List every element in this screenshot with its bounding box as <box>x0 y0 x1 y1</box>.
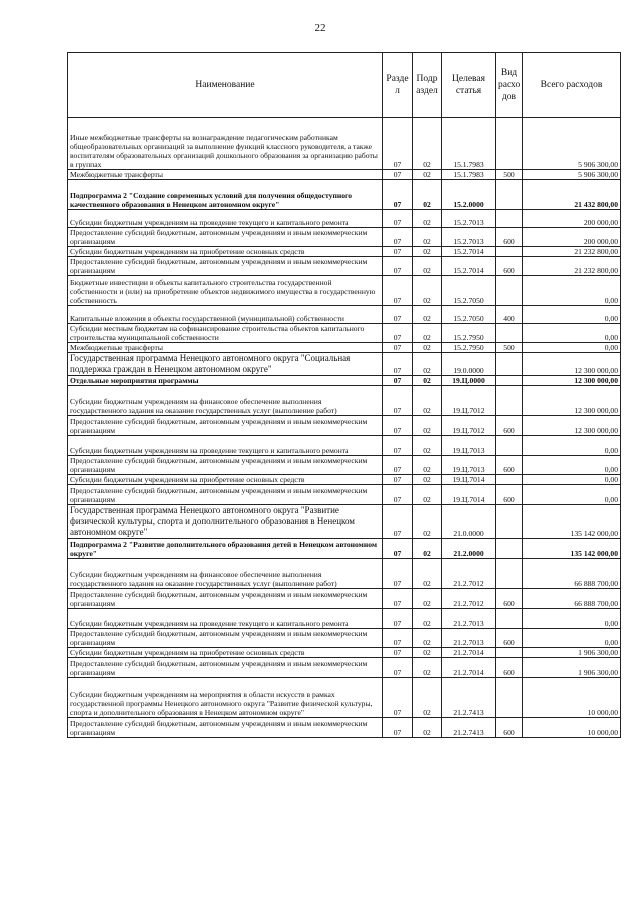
row-expense-type-cell: 600 <box>496 589 523 609</box>
row-target-article-cell: 15.2.7013 <box>442 228 496 247</box>
header-name: Наименование <box>68 53 383 118</box>
row-subsection-cell: 02 <box>413 170 442 180</box>
row-section-cell: 07 <box>383 247 413 257</box>
table-row <box>68 306 621 324</box>
row-name-cell: Субсидии бюджетным учреждениям на проведение текущего и капитального ремонта <box>68 210 383 228</box>
row-section-cell: 07 <box>383 436 413 456</box>
table-row <box>68 353 621 376</box>
table-row <box>68 416 621 436</box>
row-target-article-cell: 19.Ц.7014 <box>442 485 496 505</box>
row-name-cell: Подпрограмма 2 "Создание современных условий для получения общедоступного качественного образования в Ненецком автономном округе" <box>68 180 383 210</box>
row-section-cell: 07 <box>383 170 413 180</box>
row-expense-type-cell: 600 <box>496 228 523 247</box>
table-row <box>68 170 621 180</box>
row-name-cell: Капитальные вложения в объекты государственной (муниципальной) собственности <box>68 306 383 324</box>
row-section-cell: 07 <box>383 210 413 228</box>
row-section-cell: 07 <box>383 416 413 436</box>
table-row <box>68 228 621 247</box>
row-expense-type-cell <box>496 559 523 589</box>
row-subsection-cell: 02 <box>413 436 442 456</box>
row-subsection-cell: 02 <box>413 324 442 343</box>
row-target-article-cell: 19.Ц.7013 <box>442 436 496 456</box>
row-name-cell: Предоставление субсидий бюджетным, автономным учреждениям и иным некоммерческим организациям <box>68 589 383 609</box>
row-amount-cell: 0,00 <box>523 609 621 629</box>
row-section-cell: 07 <box>383 306 413 324</box>
row-amount-cell: 10 000,00 <box>523 718 621 738</box>
row-expense-type-cell <box>496 324 523 343</box>
row-target-article-cell: 15.2.7950 <box>442 343 496 353</box>
table-row <box>68 386 621 416</box>
row-subsection-cell: 02 <box>413 386 442 416</box>
row-target-article-cell: 15.2.7013 <box>442 210 496 228</box>
table-row <box>68 257 621 276</box>
row-section-cell: 07 <box>383 505 413 539</box>
row-name-cell: Предоставление субсидий бюджетным, автономным учреждениям и иным некоммерческим организациям <box>68 485 383 505</box>
row-subsection-cell: 02 <box>413 118 442 170</box>
row-amount-cell: 200 000,00 <box>523 228 621 247</box>
table-row <box>68 559 621 589</box>
row-target-article-cell: 19.Ц.7014 <box>442 475 496 485</box>
row-expense-type-cell <box>496 353 523 376</box>
table-row <box>68 505 621 539</box>
table-row <box>68 475 621 485</box>
row-target-article-cell: 15.2.0000 <box>442 180 496 210</box>
row-section-cell: 07 <box>383 228 413 247</box>
table-body <box>68 118 621 738</box>
table-row <box>68 210 621 228</box>
row-amount-cell: 135 142 000,00 <box>523 539 621 559</box>
header-subsection: Подр аздел <box>413 53 442 118</box>
row-target-article-cell: 15.2.7950 <box>442 324 496 343</box>
row-expense-type-cell: 600 <box>496 658 523 678</box>
row-name-cell: Предоставление субсидий бюджетным, автономным учреждениям и иным некоммерческим организациям <box>68 257 383 276</box>
row-target-article-cell: 15.1.7983 <box>442 118 496 170</box>
row-target-article-cell: 15.2.7014 <box>442 257 496 276</box>
row-amount-cell: 0,00 <box>523 629 621 648</box>
row-amount-cell: 0,00 <box>523 324 621 343</box>
row-expense-type-cell: 500 <box>496 343 523 353</box>
row-name-cell: Государственная программа Ненецкого автономного округа "Развитие физической культуры, спорта и дополнительного образования в Ненецком автономном округе" <box>68 505 383 539</box>
table-row <box>68 658 621 678</box>
row-section-cell: 07 <box>383 678 413 718</box>
row-amount-cell: 0,00 <box>523 276 621 306</box>
row-section-cell: 07 <box>383 180 413 210</box>
row-expense-type-cell <box>496 118 523 170</box>
row-amount-cell: 0,00 <box>523 456 621 475</box>
row-section-cell: 07 <box>383 539 413 559</box>
row-amount-cell: 5 906 300,00 <box>523 170 621 180</box>
row-amount-cell: 5 906 300,00 <box>523 118 621 170</box>
row-name-cell: Субсидии бюджетным учреждениям на мероприятия в области искусств в рамках государственной программы Ненецкого автономного округа "Развитие физической культуры, спорта и дополнительного образования в Ненецком автономном округе" <box>68 678 383 718</box>
row-subsection-cell: 02 <box>413 718 442 738</box>
row-amount-cell: 1 906 300,00 <box>523 658 621 678</box>
table-row <box>68 629 621 648</box>
row-target-article-cell: 15.2.7014 <box>442 247 496 257</box>
row-name-cell: Субсидии бюджетным учреждениям на проведение текущего и капитального ремонта <box>68 436 383 456</box>
row-section-cell: 07 <box>383 559 413 589</box>
row-name-cell: Иные межбюджетные трансферты на вознаграждение педагогическим работникам общеобразовательных организаций за выполнение функций классного руководителя, а также воспитателям образовательных организаций дошкольного образования за организацию работы в группах <box>68 118 383 170</box>
row-subsection-cell: 02 <box>413 180 442 210</box>
row-amount-cell: 0,00 <box>523 306 621 324</box>
row-expense-type-cell: 500 <box>496 170 523 180</box>
row-section-cell: 07 <box>383 118 413 170</box>
row-expense-type-cell <box>496 475 523 485</box>
row-target-article-cell: 21.2.7012 <box>442 559 496 589</box>
row-name-cell: Предоставление субсидий бюджетным, автономным учреждениям и иным некоммерческим организациям <box>68 416 383 436</box>
row-name-cell: Межбюджетные трансферты <box>68 170 383 180</box>
row-name-cell: Субсидии бюджетным учреждениям на финансовое обеспечение выполнения государственного задания на оказание государственных услуг (выполнение работ) <box>68 559 383 589</box>
row-name-cell: Субсидии бюджетным учреждениям на проведение текущего и капитального ремонта <box>68 609 383 629</box>
table-row <box>68 376 621 386</box>
row-target-article-cell: 15.1.7983 <box>442 170 496 180</box>
row-name-cell: Субсидии бюджетным учреждениям на финансовое обеспечение выполнения государственного задания на оказание государственных услуг (выполнение работ) <box>68 386 383 416</box>
row-section-cell: 07 <box>383 609 413 629</box>
row-amount-cell: 0,00 <box>523 436 621 456</box>
row-subsection-cell: 02 <box>413 629 442 648</box>
row-subsection-cell: 02 <box>413 257 442 276</box>
row-expense-type-cell <box>496 276 523 306</box>
row-target-article-cell: 21.2.7413 <box>442 718 496 738</box>
table-row <box>68 343 621 353</box>
row-subsection-cell: 02 <box>413 609 442 629</box>
table-row <box>68 324 621 343</box>
table-row <box>68 678 621 718</box>
header-section: Разде л <box>383 53 413 118</box>
row-expense-type-cell <box>496 376 523 386</box>
row-name-cell: Субсидии бюджетным учреждениям на приобретение основных средств <box>68 247 383 257</box>
row-section-cell: 07 <box>383 658 413 678</box>
table-row <box>68 609 621 629</box>
row-amount-cell: 10 000,00 <box>523 678 621 718</box>
row-subsection-cell: 02 <box>413 475 442 485</box>
row-amount-cell: 21 432 800,00 <box>523 180 621 210</box>
row-section-cell: 07 <box>383 343 413 353</box>
row-section-cell: 07 <box>383 276 413 306</box>
row-amount-cell: 200 000,00 <box>523 210 621 228</box>
table-header-row <box>68 53 621 118</box>
row-subsection-cell: 02 <box>413 485 442 505</box>
row-name-cell: Предоставление субсидий бюджетным, автономным учреждениям и иным некоммерческим организациям <box>68 629 383 648</box>
budget-table <box>67 52 621 738</box>
table-row <box>68 276 621 306</box>
row-amount-cell: 135 142 000,00 <box>523 505 621 539</box>
row-name-cell: Подпрограмма 2 "Развитие дополнительного образования детей в Ненецком автономном округе" <box>68 539 383 559</box>
row-name-cell: Субсидии местным бюджетам на софинансирование строительства объектов капитального строительства муниципальной собственности <box>68 324 383 343</box>
row-section-cell: 07 <box>383 353 413 376</box>
row-expense-type-cell <box>496 609 523 629</box>
row-name-cell: Субсидии бюджетным учреждениям на приобретение основных средств <box>68 475 383 485</box>
row-expense-type-cell: 400 <box>496 306 523 324</box>
page-number: 22 <box>314 22 326 34</box>
row-amount-cell: 12 300 000,00 <box>523 386 621 416</box>
row-amount-cell: 12 300 000,00 <box>523 416 621 436</box>
row-subsection-cell: 02 <box>413 276 442 306</box>
row-name-cell: Бюджетные инвестиции в объекты капитального строительства государственной собственности и (или) на приобретение объектов недвижимого имущества в государственную собственность <box>68 276 383 306</box>
row-expense-type-cell: 600 <box>496 456 523 475</box>
row-target-article-cell: 15.2.7050 <box>442 276 496 306</box>
row-subsection-cell: 02 <box>413 648 442 658</box>
row-expense-type-cell: 600 <box>496 718 523 738</box>
table-row <box>68 436 621 456</box>
row-target-article-cell: 21.0.0000 <box>442 505 496 539</box>
row-section-cell: 07 <box>383 257 413 276</box>
row-expense-type-cell <box>496 648 523 658</box>
row-expense-type-cell: 600 <box>496 629 523 648</box>
row-subsection-cell: 02 <box>413 505 442 539</box>
row-amount-cell: 12 300 000,00 <box>523 376 621 386</box>
row-expense-type-cell <box>496 539 523 559</box>
row-expense-type-cell <box>496 210 523 228</box>
row-target-article-cell: 19.0.0000 <box>442 353 496 376</box>
row-section-cell: 07 <box>383 324 413 343</box>
table-row <box>68 456 621 475</box>
table-row <box>68 539 621 559</box>
row-amount-cell: 66 888 700,00 <box>523 589 621 609</box>
row-section-cell: 07 <box>383 475 413 485</box>
row-expense-type-cell <box>496 505 523 539</box>
row-target-article-cell: 15.2.7050 <box>442 306 496 324</box>
row-subsection-cell: 02 <box>413 247 442 257</box>
row-amount-cell: 12 300 000,00 <box>523 353 621 376</box>
row-target-article-cell: 21.2.0000 <box>442 539 496 559</box>
table-row <box>68 589 621 609</box>
row-name-cell: Государственная программа Ненецкого автономного округа "Социальная поддержка граждан в Ненецком автономном округе" <box>68 353 383 376</box>
row-subsection-cell: 02 <box>413 416 442 436</box>
row-subsection-cell: 02 <box>413 376 442 386</box>
row-target-article-cell: 19.Ц.7013 <box>442 456 496 475</box>
row-section-cell: 07 <box>383 376 413 386</box>
table-row <box>68 485 621 505</box>
row-amount-cell: 21 232 800,00 <box>523 247 621 257</box>
row-name-cell: Субсидии бюджетным учреждениям на приобретение основных средств <box>68 648 383 658</box>
row-expense-type-cell: 600 <box>496 257 523 276</box>
row-subsection-cell: 02 <box>413 539 442 559</box>
row-subsection-cell: 02 <box>413 456 442 475</box>
row-expense-type-cell: 600 <box>496 485 523 505</box>
row-section-cell: 07 <box>383 629 413 648</box>
row-amount-cell: 1 906 300,00 <box>523 648 621 658</box>
row-name-cell: Предоставление субсидий бюджетным, автономным учреждениям и иным некоммерческим организациям <box>68 658 383 678</box>
row-target-article-cell: 21.2.7014 <box>442 658 496 678</box>
row-amount-cell: 0,00 <box>523 343 621 353</box>
table-row <box>68 118 621 170</box>
row-section-cell: 07 <box>383 386 413 416</box>
row-subsection-cell: 02 <box>413 589 442 609</box>
row-name-cell: Межбюджетные трансферты <box>68 343 383 353</box>
row-section-cell: 07 <box>383 648 413 658</box>
row-expense-type-cell <box>496 436 523 456</box>
row-name-cell: Предоставление субсидий бюджетным, автономным учреждениям и иным некоммерческим организациям <box>68 228 383 247</box>
row-subsection-cell: 02 <box>413 353 442 376</box>
row-amount-cell: 66 888 700,00 <box>523 559 621 589</box>
row-amount-cell: 21 232 800,00 <box>523 257 621 276</box>
row-subsection-cell: 02 <box>413 343 442 353</box>
row-target-article-cell: 21.2.7012 <box>442 589 496 609</box>
table-row <box>68 180 621 210</box>
row-subsection-cell: 02 <box>413 678 442 718</box>
row-target-article-cell: 21.2.7014 <box>442 648 496 658</box>
header-total: Всего расходов <box>523 53 621 118</box>
row-amount-cell: 0,00 <box>523 475 621 485</box>
row-subsection-cell: 02 <box>413 306 442 324</box>
row-target-article-cell: 19.Ц.0000 <box>442 376 496 386</box>
row-section-cell: 07 <box>383 485 413 505</box>
row-subsection-cell: 02 <box>413 228 442 247</box>
row-expense-type-cell <box>496 180 523 210</box>
row-target-article-cell: 19.Ц.7012 <box>442 386 496 416</box>
row-expense-type-cell: 600 <box>496 416 523 436</box>
row-name-cell: Отдельные мероприятия программы <box>68 376 383 386</box>
row-amount-cell: 0,00 <box>523 485 621 505</box>
row-target-article-cell: 19.Ц.7012 <box>442 416 496 436</box>
row-subsection-cell: 02 <box>413 559 442 589</box>
table-row <box>68 718 621 738</box>
row-subsection-cell: 02 <box>413 658 442 678</box>
row-name-cell: Предоставление субсидий бюджетным, автономным учреждениям и иным некоммерческим организациям <box>68 456 383 475</box>
row-expense-type-cell <box>496 386 523 416</box>
table-row <box>68 247 621 257</box>
row-section-cell: 07 <box>383 456 413 475</box>
header-target-article: Целевая статья <box>442 53 496 118</box>
row-section-cell: 07 <box>383 589 413 609</box>
row-subsection-cell: 02 <box>413 210 442 228</box>
row-name-cell: Предоставление субсидий бюджетным, автономным учреждениям и иным некоммерческим организациям <box>68 718 383 738</box>
header-expense-type: Вид расхо дов <box>496 53 523 118</box>
table-row <box>68 648 621 658</box>
row-expense-type-cell <box>496 678 523 718</box>
row-target-article-cell: 21.2.7413 <box>442 678 496 718</box>
row-section-cell: 07 <box>383 718 413 738</box>
row-target-article-cell: 21.2.7013 <box>442 629 496 648</box>
row-expense-type-cell <box>496 247 523 257</box>
row-target-article-cell: 21.2.7013 <box>442 609 496 629</box>
